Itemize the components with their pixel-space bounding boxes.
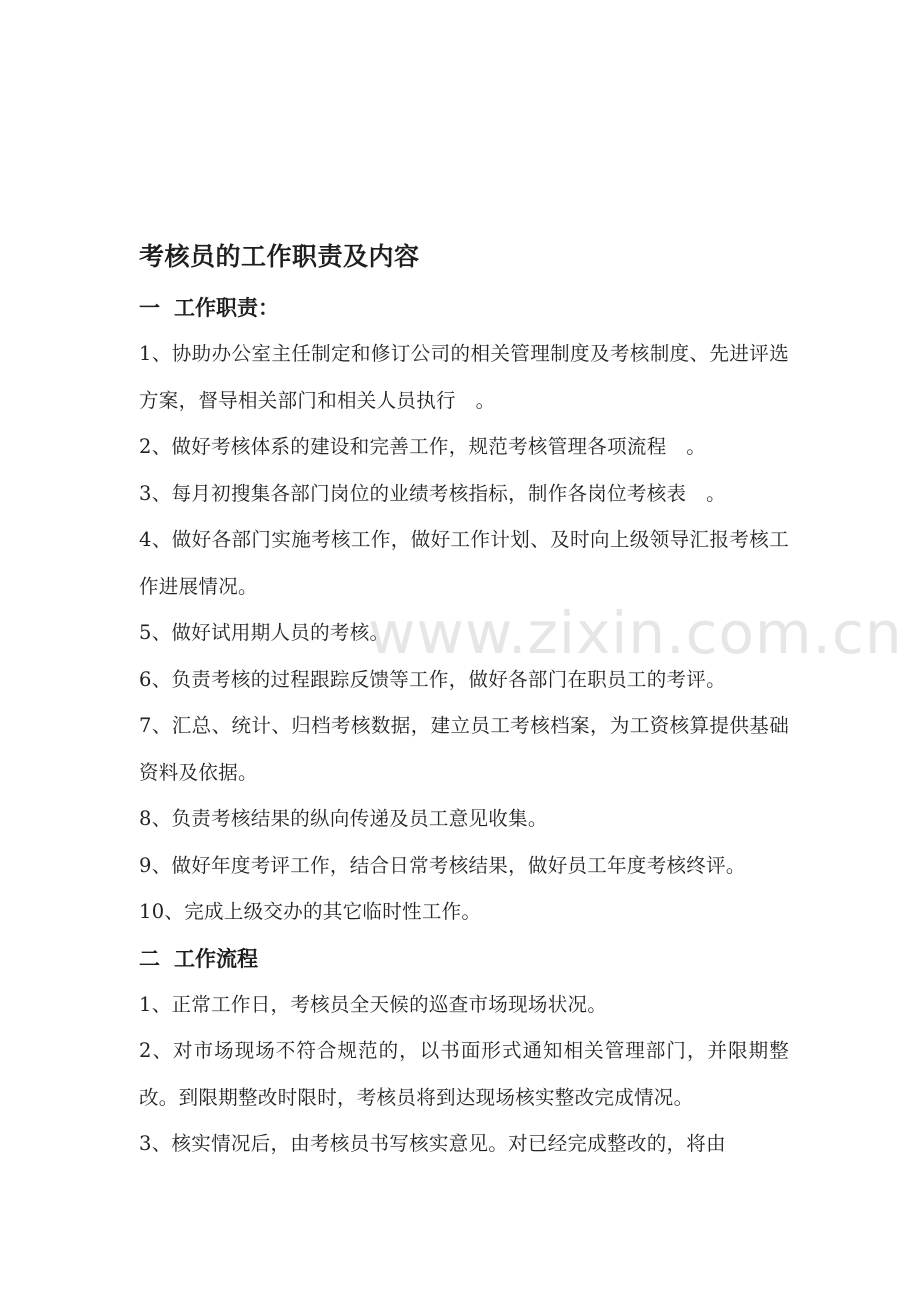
section-workflow: [139, 936, 789, 1168]
list-item: 6、负责考核的过程跟踪反馈等工作，做好各部门在职员工的考评。: [139, 667, 726, 691]
list-item: 3、核实情况后，由考核员书写核实意见。对已经完成整改的，将由: [139, 1132, 726, 1155]
document-body: [139, 237, 789, 1168]
list-item: 1、正常工作日，考核员全天候的巡查市场现场状况。: [139, 992, 608, 1016]
section-heading: [139, 285, 789, 331]
document-title: 考核员的工作职责及内容: [139, 242, 420, 271]
list-item: 2、对市场现场不符合规范的，以书面形式通知相关管理部门，并限期整改。到限期整改时限时，考核员将到达现场核实整改完成情况。: [139, 1039, 789, 1109]
list-item: 9、做好年度考评工作，结合日常考核结果，做好员工年度考核终评。: [139, 853, 746, 877]
section-number: 一: [139, 296, 160, 320]
watermark: www.zixin.com.cn: [368, 599, 903, 667]
list-item: 3、每月初搜集各部门岗位的业绩考核指标，制作各岗位考核表 。: [139, 481, 726, 505]
list-item: 4、做好各部门实施考核工作，做好工作计划、及时向上级领导汇报考核工作进展情况。: [139, 528, 789, 598]
section-heading: [139, 936, 789, 982]
section-title: 工作流程: [174, 946, 258, 971]
list-item: 7、汇总、统计、归档考核数据，建立员工考核档案，为工资核算提供基础资料及依据。: [139, 714, 789, 784]
section-title: 工作职责：: [174, 296, 279, 320]
section-number: 二: [139, 946, 160, 971]
list-item: 1、协助办公室主任制定和修订公司的相关管理制度及考核制度、先进评选方案，督导相关部门和相关人员执行 。: [139, 342, 789, 412]
list-item: 10、完成上级交办的其它临时性工作。: [139, 900, 482, 923]
list-item: 5、做好试用期人员的考核。: [139, 621, 390, 644]
section-job-duties: [139, 285, 789, 936]
list-item: 2、做好考核体系的建设和完善工作，规范考核管理各项流程 。: [139, 435, 707, 458]
list-item: 8、负责考核结果的纵向传递及员工意见收集。: [139, 807, 548, 830]
